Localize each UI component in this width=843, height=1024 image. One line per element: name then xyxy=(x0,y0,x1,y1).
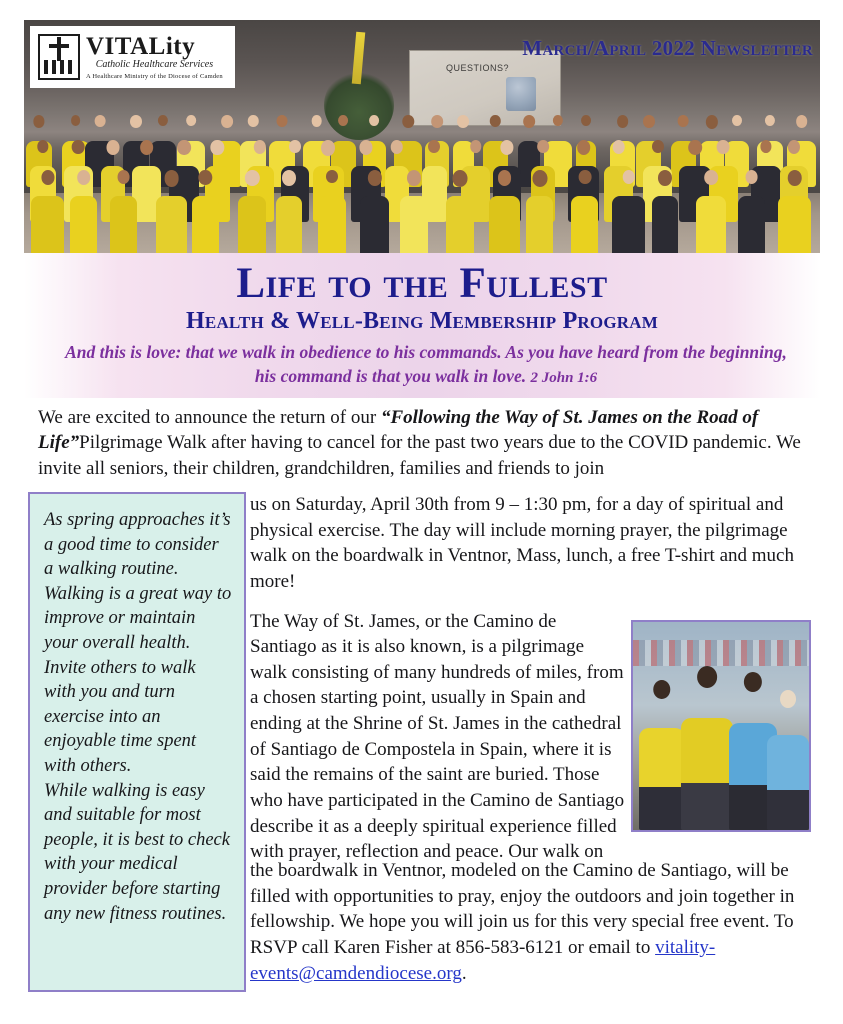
photo-person xyxy=(778,170,811,253)
photo-person xyxy=(110,170,137,253)
scripture-text: And this is love: that we walk in obedience to his commands. As you have heard from the beginning, his command is that you walk in love. xyxy=(65,342,787,386)
newsletter-date: March/April 2022 Newsletter xyxy=(522,36,813,60)
scripture-reference: 2 John 1:6 xyxy=(530,369,598,386)
photo-person xyxy=(738,170,765,253)
photo-person xyxy=(489,170,520,253)
email-link[interactable]: vitality-events@camdendiocese.org xyxy=(250,936,716,984)
camino-paragraph: The Way of St. James, or the Camino de Santiago as it is also known, is a pilgrimage walk consisting of many hundreds of miles, from a chosen starting point, usually in Spain and ending at the Shrine of St. James in the cathedral of Santiago de Compostela in Spain, where it is said the remains of the saint are buried. Those who have participated in the Camino de Santiago describe it as a deeply spiritual experience filled with prayer, reflection and peace. Our walk on xyxy=(250,610,625,863)
cross-emblem-icon xyxy=(36,32,82,82)
screen-text: QUESTIONS? xyxy=(446,63,510,73)
photo-person xyxy=(31,170,63,253)
photo-walkers xyxy=(633,622,809,830)
intro-text-2: Pilgrimage Walk after having to cancel for the past two years due to the COVID pandemic. We invite all seniors, their children, grandchildren, families and friends to join xyxy=(38,432,801,479)
photo-person xyxy=(238,170,266,253)
photo-person xyxy=(571,170,598,253)
tip-paragraph-1: As spring approaches it’s a good time to consider a walking routine. Walking is a great way to improve or maintain your overall health. Invite others to walk with you and turn exercise into an enjoyable time spent with others. xyxy=(44,510,232,776)
logo-tagline: Catholic Healthcare Services xyxy=(95,59,214,70)
intro-text-1: We are excited to announce the return of our xyxy=(38,407,381,428)
photo-person xyxy=(360,170,389,253)
photo-walker xyxy=(681,666,733,830)
photo-walker xyxy=(767,690,809,830)
photo-person xyxy=(70,170,97,253)
intro-quote: “Following the Way of St. James on the Road of Life” xyxy=(38,407,759,454)
logo-name: VITALity xyxy=(86,33,196,60)
closing-paragraph xyxy=(250,858,810,986)
photo-person xyxy=(192,170,219,253)
scripture-quote xyxy=(54,341,798,388)
photo-person xyxy=(612,170,646,253)
photo-person xyxy=(446,170,474,253)
logo-subtagline: A Healthcare Ministry of the Diocese of Camden xyxy=(86,73,223,80)
closing-period: . xyxy=(461,962,467,984)
photo-person xyxy=(526,170,553,253)
intro-paragraph xyxy=(38,405,810,481)
photo-person xyxy=(652,170,678,253)
tip-paragraph-2: While walking is easy and suitable for most people, it is best to check with your medical provider before starting any new fitness routines. xyxy=(44,780,230,924)
photo-person xyxy=(400,170,428,253)
photo-walker xyxy=(639,680,685,830)
vitality-logo xyxy=(30,26,235,88)
page-subtitle: Health & Well-Being Membership Program xyxy=(186,308,658,334)
photo-person xyxy=(276,170,302,253)
walking-tip-box xyxy=(28,492,246,992)
closing-text: the boardwalk in Ventnor, modeled on the Camino de Santiago, will be filled with opportunities to pray, enjoy the outdoors and join together in fellowship. We hope you will join us for this very special free event. To RSVP call Karen Fisher at 856-583-6121 or email to xyxy=(250,860,795,958)
photo-person xyxy=(696,170,727,253)
title-band xyxy=(24,253,820,398)
photo-person xyxy=(318,170,346,253)
page-title: Life to the Fullest xyxy=(236,260,608,307)
event-paragraph: us on Saturday, April 30th from 9 – 1:30 pm, for a day of spiritual and physical exercise. The day will include morning prayer, the pilgrimage walk on the boardwalk in Ventnor, Mass, lunch, a free T-shirt and much more! xyxy=(250,494,794,592)
photo-person xyxy=(156,170,187,253)
walkers-photo xyxy=(631,620,811,832)
